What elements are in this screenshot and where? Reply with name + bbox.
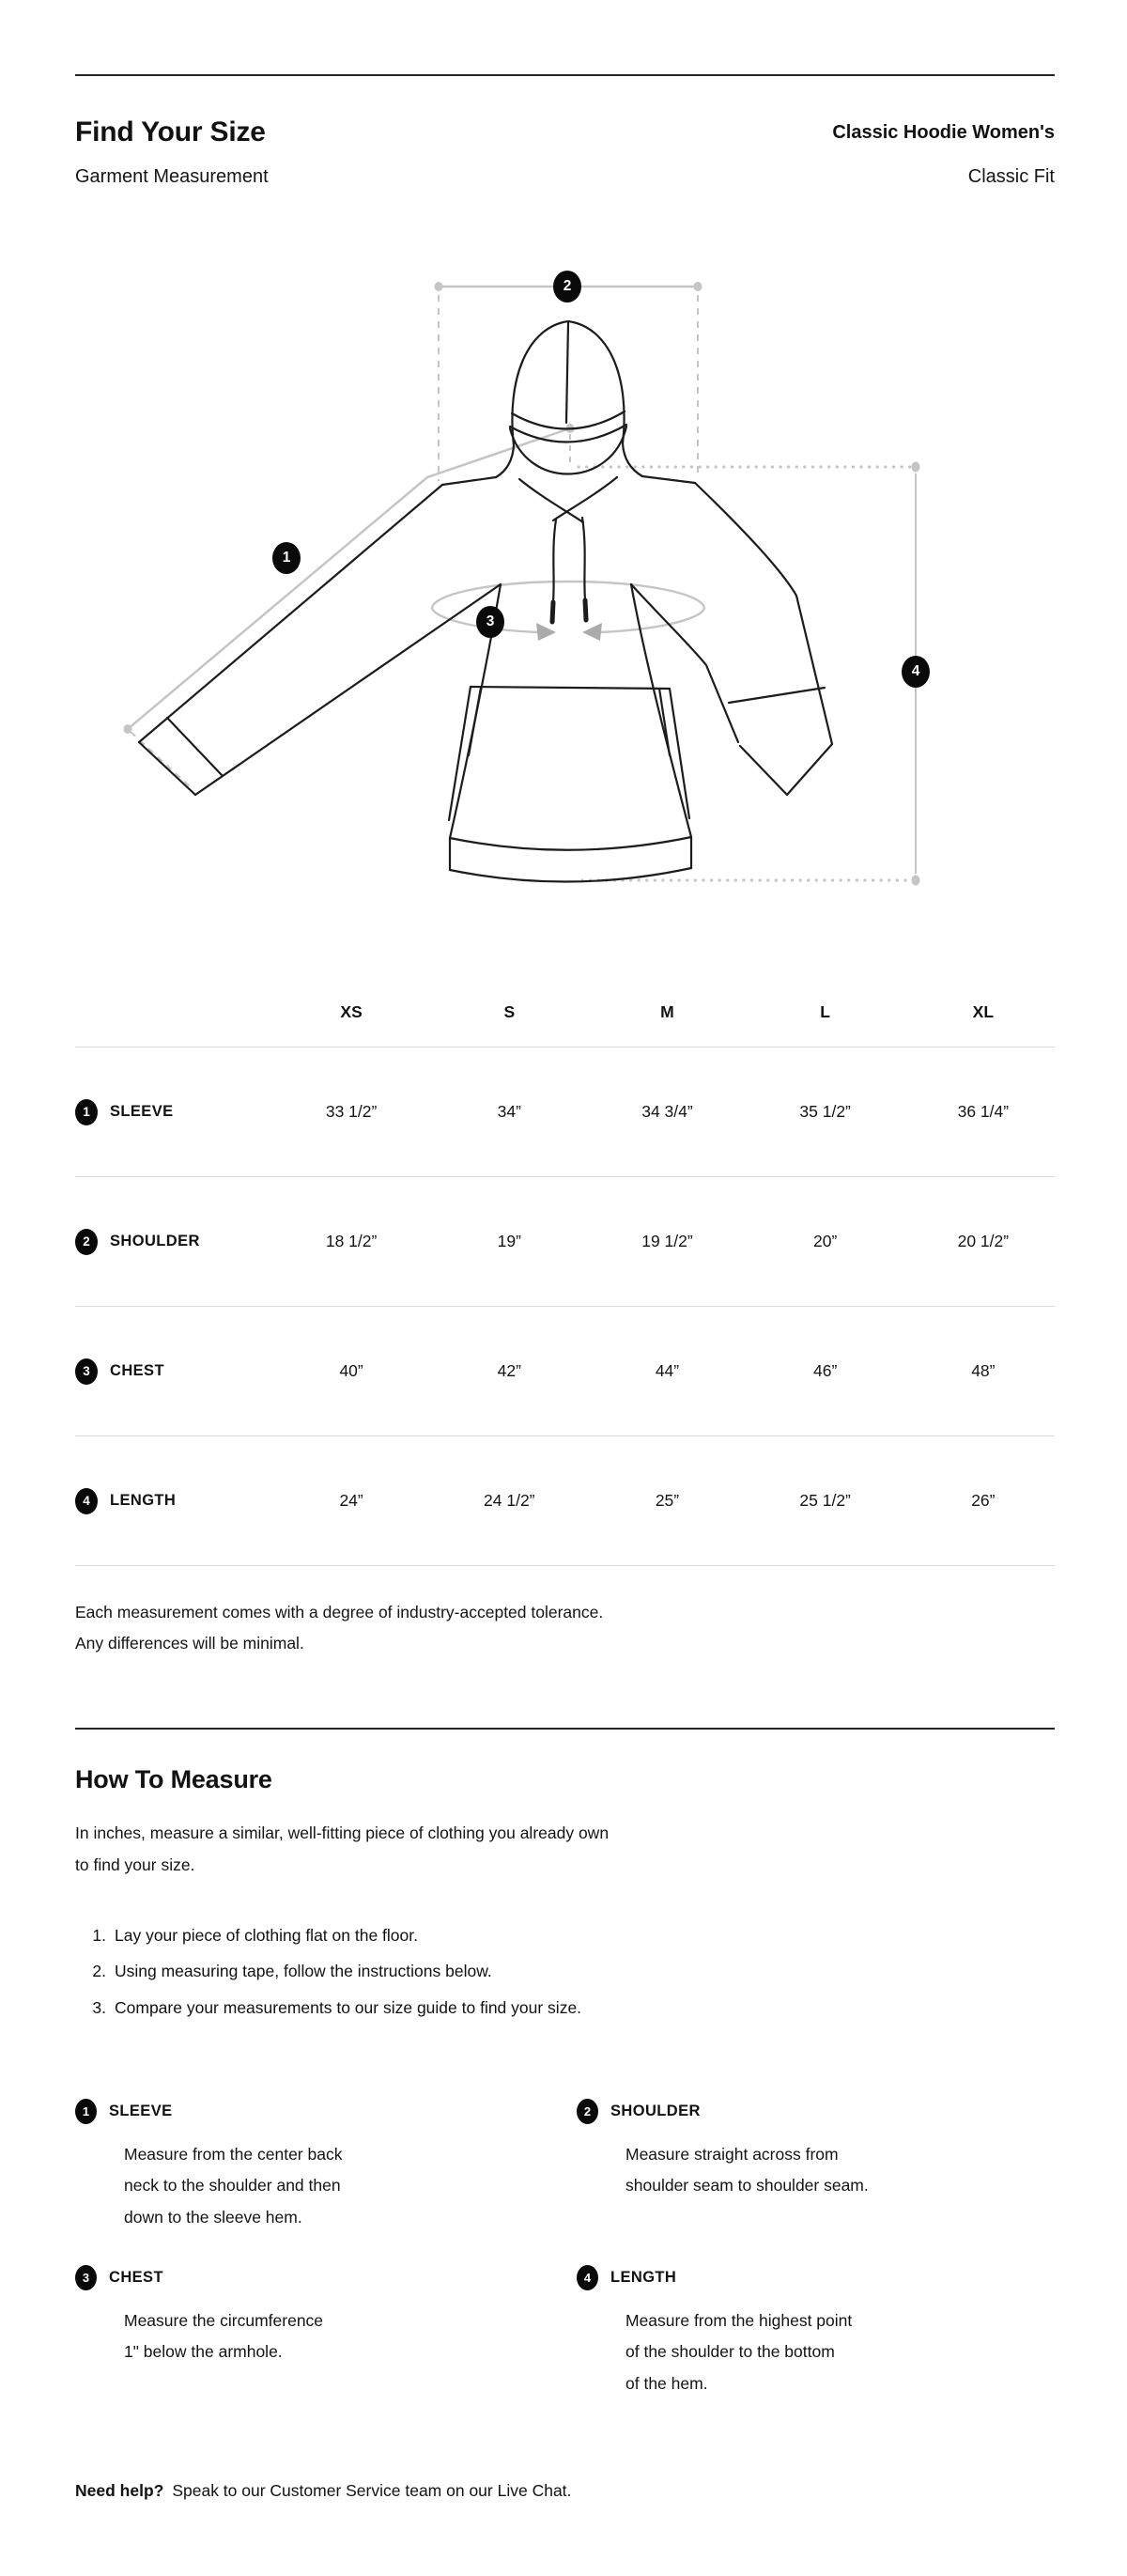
diagram-badge-shoulder: 2 — [553, 271, 581, 303]
size-table — [75, 977, 1062, 1566]
how-to-measure-heading: How To Measure — [75, 1765, 272, 1793]
tolerance-line: Any differences will be minimal. — [75, 1634, 304, 1653]
intro-line: In inches, measure a similar, well-fitting piece of clothing you already own — [75, 1823, 610, 1842]
left-sleeve — [139, 485, 442, 742]
row-badge: 4 — [75, 1488, 98, 1514]
diagram-badge-chest: 3 — [476, 606, 504, 638]
cell-value: 19” — [497, 1232, 521, 1250]
row-label: SLEEVE — [110, 1103, 174, 1120]
tolerance-note — [75, 1597, 603, 1659]
cell-value: 24” — [339, 1491, 363, 1510]
cell-value: 42” — [497, 1361, 521, 1380]
measurement-guides — [128, 287, 916, 880]
cell-value: 26” — [971, 1491, 996, 1510]
table-row — [75, 1177, 1062, 1306]
instruction-label: SLEEVE — [109, 2102, 173, 2119]
cell-value: 20” — [813, 1232, 838, 1250]
body-right-edge — [631, 584, 691, 837]
row-label: CHEST — [110, 1362, 164, 1379]
column-header-xl: XL — [972, 1001, 995, 1021]
instruction-text: Measure straight across from shoulder seam to shoulder seam. — [625, 2145, 869, 2196]
chest-arrow-right-icon — [536, 623, 556, 641]
row-badge: 2 — [75, 1229, 98, 1255]
cell-value: 35 1/2” — [799, 1102, 851, 1121]
hoodie-outline — [139, 321, 832, 882]
table-row — [75, 1307, 1062, 1435]
instruction-sleeve — [75, 2095, 517, 2233]
page-subtitle: Garment Measurement — [75, 166, 269, 187]
chest-arrowheads — [536, 623, 602, 641]
step-item — [82, 1990, 581, 2026]
how-to-intro — [75, 1817, 609, 1881]
tolerance-line: Each measurement comes with a degree of industry-accepted tolerance. — [75, 1603, 604, 1622]
step-number: 3. — [92, 1997, 106, 2017]
cell-value: 44” — [655, 1361, 680, 1380]
need-help-note — [75, 2481, 571, 2501]
diagram-badge-length: 4 — [902, 656, 930, 688]
hoodie-measurement-diagram — [0, 254, 1127, 921]
instruction-label: SHOULDER — [610, 2102, 701, 2119]
chest-arrow-left-icon — [582, 623, 602, 641]
chest-arc-right — [600, 609, 704, 632]
top-rule — [75, 74, 1055, 76]
column-header-l: L — [820, 1001, 830, 1021]
sleeve-measure-line — [128, 428, 570, 729]
instruction-text: Measure from the center back neck to the shoulder and then down to the sleeve hem. — [124, 2145, 343, 2227]
instruction-badge: 3 — [75, 2265, 97, 2290]
cell-value: 34” — [497, 1102, 521, 1121]
drawstring-right — [582, 518, 585, 599]
cell-value: 25 1/2” — [799, 1491, 851, 1510]
instruction-label: CHEST — [109, 2268, 163, 2286]
instruction-shoulder — [577, 2095, 1018, 2202]
page-title: Find Your Size — [75, 116, 266, 147]
instruction-badge: 4 — [577, 2265, 598, 2290]
size-table-header — [75, 977, 1062, 1047]
cell-value: 40” — [339, 1361, 363, 1380]
table-row — [75, 1436, 1062, 1565]
row-badge: 1 — [75, 1099, 98, 1125]
cell-value: 19 1/2” — [641, 1232, 693, 1250]
instruction-length — [577, 2261, 1018, 2399]
column-header-xs: XS — [340, 1001, 363, 1021]
instruction-chest — [75, 2261, 517, 2368]
drawstring-left — [553, 520, 556, 601]
table-divider — [75, 1565, 1055, 1566]
need-help-label: Need help? — [75, 2481, 164, 2500]
cell-value: 34 3/4” — [641, 1102, 693, 1121]
instruction-text: Measure from the highest point of the shoulder to the bottom of the hem. — [625, 2311, 853, 2393]
product-name: Classic Hoodie Women's — [832, 122, 1055, 143]
instruction-badge: 2 — [577, 2099, 598, 2124]
table-row — [75, 1047, 1062, 1176]
column-header-s: S — [503, 1001, 516, 1021]
step-item — [82, 1954, 581, 1991]
right-sleeve — [695, 483, 832, 744]
row-badge: 3 — [75, 1358, 98, 1385]
row-label: LENGTH — [110, 1492, 177, 1509]
step-item — [82, 1917, 581, 1954]
sleeve-cuff-dash — [131, 732, 191, 787]
cell-value: 18 1/2” — [325, 1232, 378, 1250]
cell-value: 36 1/4” — [957, 1102, 1010, 1121]
pocket — [471, 687, 670, 689]
step-number: 1. — [92, 1925, 106, 1945]
instruction-label: LENGTH — [610, 2268, 677, 2286]
cell-value: 25” — [655, 1491, 680, 1510]
step-text: Lay your piece of clothing flat on the floor. — [115, 1925, 418, 1945]
row-label: SHOULDER — [110, 1233, 200, 1249]
column-header-m: M — [660, 1001, 674, 1021]
cell-value: 48” — [971, 1361, 996, 1380]
cell-value: 20 1/2” — [957, 1232, 1010, 1250]
hood-seam — [566, 323, 568, 423]
measure-steps-list — [82, 1917, 581, 2026]
step-number: 2. — [92, 1962, 106, 1981]
intro-line: to find your size. — [75, 1855, 195, 1874]
section-rule — [75, 1728, 1055, 1730]
fit-label: Classic Fit — [967, 166, 1055, 187]
cell-value: 33 1/2” — [325, 1102, 378, 1121]
instruction-badge: 1 — [75, 2099, 97, 2124]
instruction-text: Measure the circumference 1" below the armhole. — [124, 2311, 324, 2362]
cell-value: 46” — [813, 1361, 838, 1380]
step-text: Compare your measurements to our size guide to find your size. — [115, 1997, 582, 2017]
step-text: Using measuring tape, follow the instructions below. — [115, 1962, 492, 1981]
diagram-badge-sleeve: 1 — [272, 542, 301, 574]
cell-value: 24 1/2” — [484, 1491, 535, 1510]
need-help-text: Speak to our Customer Service team on our Live Chat. — [172, 2481, 572, 2500]
